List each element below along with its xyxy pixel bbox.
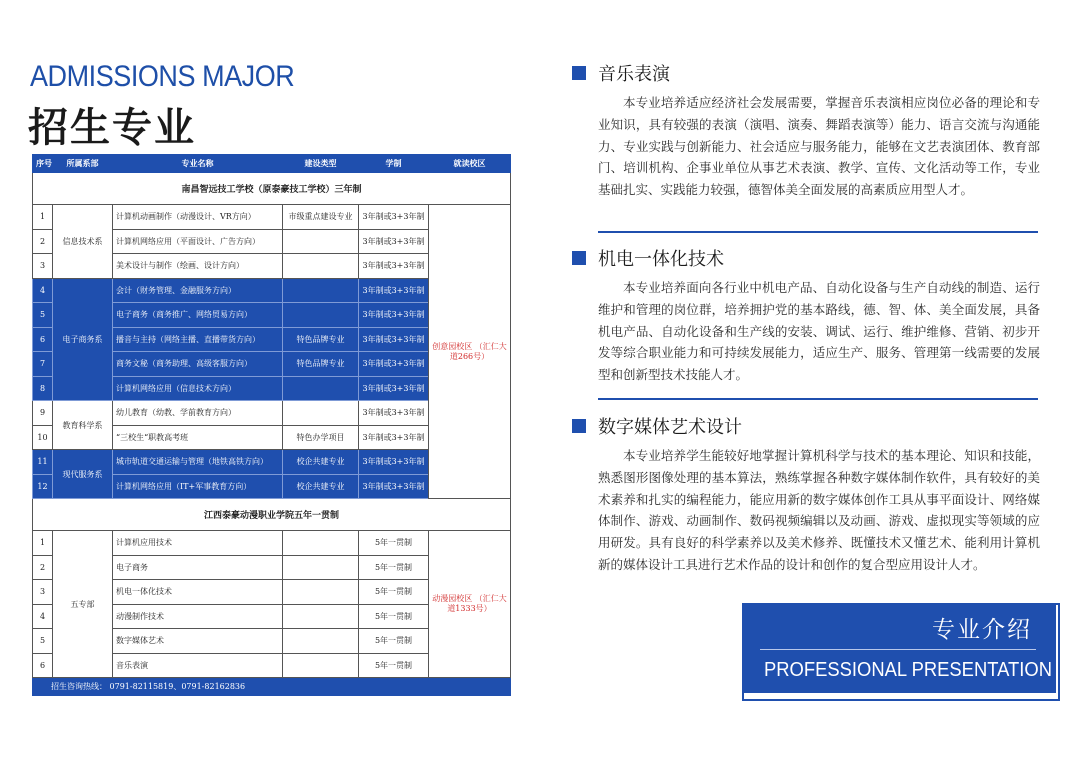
intro-banner (742, 603, 1056, 693)
square-bullet-icon (572, 251, 586, 265)
type-cell: 校企共建专业 (283, 450, 359, 475)
section-digital-media (572, 413, 1040, 576)
dept-cell: 教育科学系 (53, 401, 113, 450)
term-cell: 5年一贯制 (359, 604, 429, 629)
section-title: 机电一体化技术 (598, 249, 724, 270)
major-cell: 计算机网络应用（平面设计、广告方向） (113, 229, 283, 254)
major-cell: 音乐表演 (113, 653, 283, 678)
term-cell: 3年制或3+3年制 (359, 327, 429, 352)
type-cell: 特色品牌专业 (283, 352, 359, 377)
type-cell: 特色办学项目 (283, 425, 359, 450)
chinese-title: 招生专业 (28, 105, 196, 151)
hotline-text: 招生咨询热线： 0791-82115819、0791-82162836 (33, 678, 511, 696)
term-cell: 3年制或3+3年制 (359, 450, 429, 475)
term-cell: 3年制或3+3年制 (359, 376, 429, 401)
type-cell: 校企共建专业 (283, 474, 359, 499)
major-cell: 计算机应用技术 (113, 531, 283, 556)
major-cell: 会计（财务管理、金融服务方向） (113, 278, 283, 303)
section-music (572, 60, 1040, 201)
square-bullet-icon (572, 66, 586, 80)
major-cell: 电子商务 (113, 555, 283, 580)
dept-cell: 五专部 (53, 531, 113, 678)
major-cell: 电子商务（商务推广、网络贸易方向） (113, 303, 283, 328)
section-body: 本专业培养面向各行业中机电产品、自动化设备与生产自动线的制造、运行维护和管理的岗位群，培养拥护党的基本路线，德、智、体、美全面发展，具备机电产品、自动化设备和生产线的安装、调试、运行、维护维修、营销、初步开发等综合职业能力和可持续发展能力，适应生产、服务、管理第一线需要的发展型和创新型技术技能人才。 (598, 280, 1040, 383)
campus-cell: 动漫园校区 （汇仁大道1333号） (429, 531, 511, 678)
major-cell: 播音与主持（网络主播、直播带货方向） (113, 327, 283, 352)
row-no: 7 (33, 352, 53, 377)
major-cell: 动漫制作技术 (113, 604, 283, 629)
major-cell: 计算机网络应用（IT+军事教育方向） (113, 474, 283, 499)
term-cell: 3年制或3+3年制 (359, 229, 429, 254)
campus-cell: 创意园校区 （汇仁大道266号） (429, 205, 511, 499)
major-cell: 数字媒体艺术 (113, 629, 283, 654)
row-no: 11 (33, 450, 53, 475)
row-no: 5 (33, 629, 53, 654)
table-header-row (33, 155, 511, 173)
intro-cn-title: 专业介绍 (932, 617, 1032, 643)
type-cell (283, 278, 359, 303)
table-row (33, 531, 511, 556)
admissions-table (32, 154, 511, 696)
row-no: 12 (33, 474, 53, 499)
term-cell: 5年一贯制 (359, 653, 429, 678)
type-cell (283, 254, 359, 279)
term-cell: 3年制或3+3年制 (359, 401, 429, 426)
major-cell: 机电一体化技术 (113, 580, 283, 605)
section-body: 本专业培养适应经济社会发展需要，掌握音乐表演相应岗位必备的理论和专业知识，具有较强的表演（演唱、演奏、舞蹈表演等）能力、语言交流与沟通能力、专业实践与创新能力、社会适应与服务能力，能够在文艺表演团体、教育部门、培训机构、企事业单位从事艺术表演、教学、宣传、文化活动等工作，专业基础扎实、实践能力较强，德智体美全面发展的高素质应用型人才。 (598, 95, 1040, 198)
type-cell (283, 376, 359, 401)
type-cell: 市级重点建设专业 (283, 205, 359, 230)
section-title: 音乐表演 (598, 64, 670, 85)
row-no: 6 (33, 327, 53, 352)
row-no: 9 (33, 401, 53, 426)
term-cell: 5年一贯制 (359, 580, 429, 605)
major-cell: 美术设计与制作（绘画、设计方向） (113, 254, 283, 279)
type-cell (283, 303, 359, 328)
row-no: 6 (33, 653, 53, 678)
term-cell: 5年一贯制 (359, 555, 429, 580)
dept-cell: 电子商务系 (53, 278, 113, 401)
type-cell (283, 604, 359, 629)
section-body: 本专业培养学生能较好地掌握计算机科学与技术的基本理论、知识和技能，熟悉图形图像处理的基本算法，熟练掌握各种数字媒体制作软件，具有较好的美术素养和扎实的编程能力，能应用新的数字媒体创作工具从事平面设计、网络媒体制作、游戏、动画制作、数码视频编辑以及动画、游戏、虚拟现实等领域的应用研发。具有良好的科学素养以及美术修养、既懂技术又懂艺术、能利用计算机新的媒体设计工具进行艺术作品的设计和创作的复合型应用设计人才。 (598, 448, 1040, 572)
type-cell (283, 580, 359, 605)
col-header-no: 序号 (33, 155, 53, 173)
type-cell (283, 629, 359, 654)
term-cell: 3年制或3+3年制 (359, 352, 429, 377)
term-cell: 3年制或3+3年制 (359, 205, 429, 230)
term-cell: 3年制或3+3年制 (359, 425, 429, 450)
type-cell (283, 653, 359, 678)
row-no: 4 (33, 604, 53, 629)
divider (598, 398, 1038, 400)
term-cell: 3年制或3+3年制 (359, 303, 429, 328)
major-cell: 计算机网络应用（信息技术方向） (113, 376, 283, 401)
term-cell: 5年一贯制 (359, 629, 429, 654)
dept-cell: 信息技术系 (53, 205, 113, 279)
type-cell (283, 555, 359, 580)
row-no: 5 (33, 303, 53, 328)
section2-title-row (33, 499, 511, 531)
col-header-dept: 所属系部 (53, 155, 113, 173)
row-no: 8 (33, 376, 53, 401)
table-row (33, 205, 511, 230)
dept-cell: 现代服务系 (53, 450, 113, 499)
term-cell: 3年制或3+3年制 (359, 474, 429, 499)
section1-title-row (33, 173, 511, 205)
row-no: 10 (33, 425, 53, 450)
type-cell: 特色品牌专业 (283, 327, 359, 352)
row-no: 4 (33, 278, 53, 303)
term-cell: 3年制或3+3年制 (359, 254, 429, 279)
col-header-term: 学制 (359, 155, 429, 173)
row-no: 1 (33, 531, 53, 556)
major-cell: 计算机动画制作（动漫设计、VR方向） (113, 205, 283, 230)
type-cell (283, 229, 359, 254)
section2-title: 江西泰豪动漫职业学院五年一贯制 (33, 499, 511, 531)
col-header-campus: 就读校区 (429, 155, 511, 173)
row-no: 3 (33, 580, 53, 605)
divider (598, 231, 1038, 233)
major-cell: 幼儿教育（幼教、学前教育方向） (113, 401, 283, 426)
section-mechatronics (572, 245, 1040, 386)
col-header-major: 专业名称 (113, 155, 283, 173)
square-bullet-icon (572, 419, 586, 433)
section-title: 数字媒体艺术设计 (598, 417, 742, 438)
row-no: 3 (33, 254, 53, 279)
section1-title: 南昌智远技工学校（原泰豪技工学校）三年制 (33, 173, 511, 205)
term-cell: 5年一贯制 (359, 531, 429, 556)
row-no: 2 (33, 555, 53, 580)
type-cell (283, 401, 359, 426)
col-header-type: 建设类型 (283, 155, 359, 173)
row-no: 2 (33, 229, 53, 254)
english-title: ADMISSIONS MAJOR (30, 60, 295, 93)
intro-divider (760, 649, 1036, 650)
intro-en-title: PROFESSIONAL PRESENTATION (764, 659, 1052, 681)
row-no: 1 (33, 205, 53, 230)
major-cell: “三校生“职教高考班 (113, 425, 283, 450)
major-cell: 城市轨道交通运输与管理（地铁高铁方向） (113, 450, 283, 475)
type-cell (283, 531, 359, 556)
table-footer-row (33, 678, 511, 696)
term-cell: 3年制或3+3年制 (359, 278, 429, 303)
major-cell: 商务文秘（商务助理、高级客服方向） (113, 352, 283, 377)
